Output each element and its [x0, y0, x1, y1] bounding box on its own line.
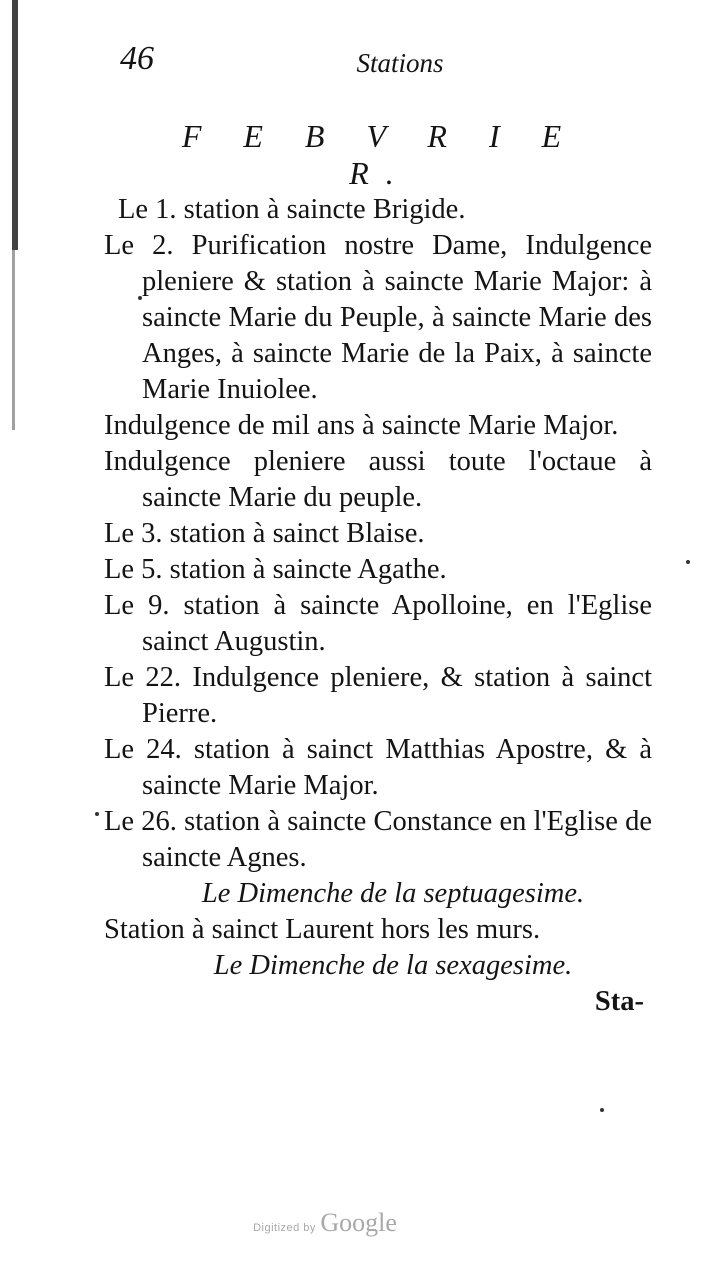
digitized-prefix: Digitized by: [253, 1222, 316, 1234]
page-number: 46: [120, 40, 154, 77]
entry-feb-2: Le 2. Purification nostre Dame, Indulgence pleniere & station à saincte Marie Major: à saincte Marie du Peuple, à saincte Marie des Anges, à saincte Marie de la Paix, à saincte Marie Inuiolee.: [104, 230, 652, 405]
entry-feb-22: Le 22. Indulgence pleniere, & station à sainct Pierre.: [104, 662, 652, 729]
entry-feb-9: Le 9. station à saincte Apolloine, en l'Eglise sainct Augustin.: [104, 590, 652, 657]
entry-feb-24: Le 24. station à sainct Matthias Apostre, & à saincte Marie Major.: [104, 734, 652, 801]
station-list: [104, 192, 652, 1020]
entry-feb-26: Le 26. station à saincte Constance en l'Eglise de saincte Agnes.: [104, 806, 652, 873]
digitized-watermark: [200, 1208, 450, 1238]
catchword: Sta-: [594, 986, 644, 1017]
entry-station-laurent: Station à sainct Laurent hors les murs.: [104, 914, 541, 945]
binding-gutter-shadow: [12, 0, 18, 250]
google-brand: Google: [320, 1208, 397, 1237]
entry-feb-3: Le 3. station à sainct Blaise.: [104, 518, 425, 549]
entry-feb-1: Le 1. station à saincte Brigide.: [118, 194, 466, 225]
binding-gutter-shadow-lower: [12, 250, 15, 430]
entry-indulgence-octaue: Indulgence pleniere aussi toute l'octaue à saincte Marie du peuple.: [104, 446, 652, 513]
ink-speck: [95, 812, 99, 816]
ink-speck: [600, 1108, 604, 1112]
entry-feb-5: Le 5. station à saincte Agathe.: [104, 554, 447, 585]
ink-speck: [686, 560, 690, 564]
heading-septuagesime: Le Dimenche de la septuagesime.: [201, 878, 585, 909]
entry-indulgence-mil-ans: Indulgence de mil ans à saincte Marie Major.: [104, 410, 619, 441]
heading-sexagesime: Le Dimenche de la sexagesime.: [213, 950, 573, 981]
running-head: Stations: [356, 48, 444, 78]
month-title: F E B V R I E R.: [181, 118, 579, 191]
ink-speck: [138, 296, 142, 300]
